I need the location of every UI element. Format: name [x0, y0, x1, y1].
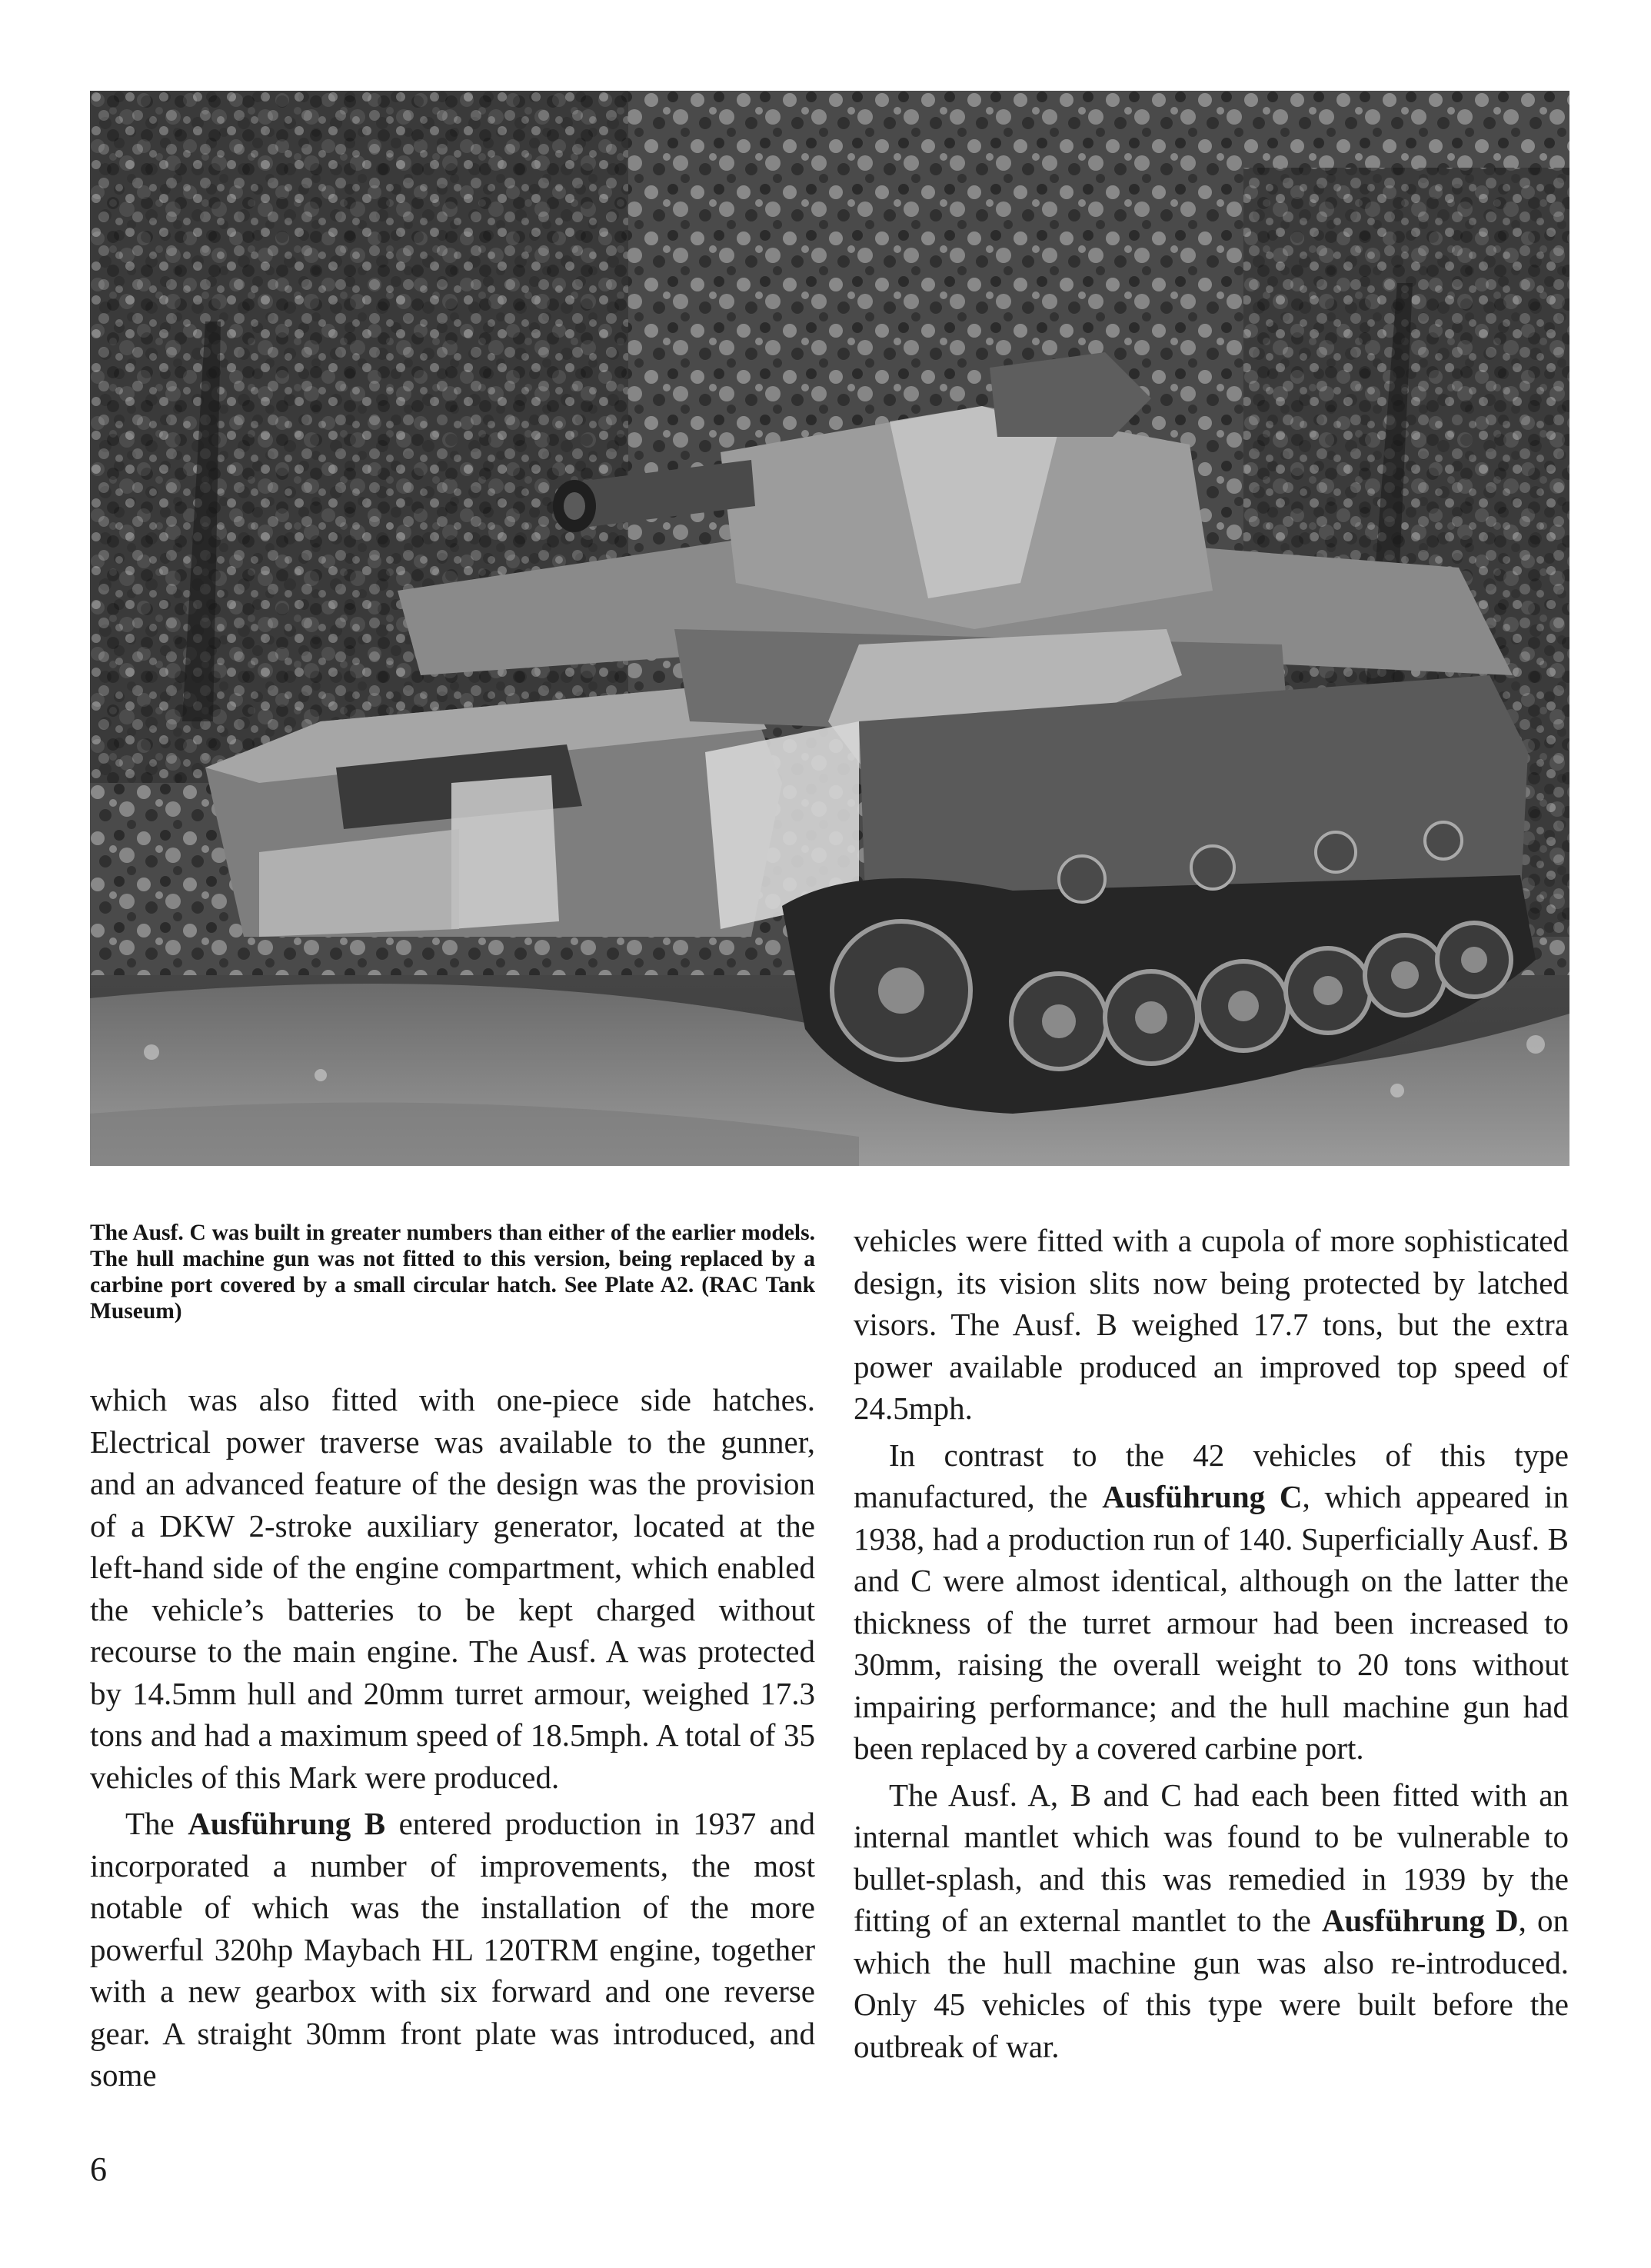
right-paragraph-2-lead: In contrast to the 42 vehicles of this type manufactured, the: [854, 1437, 1569, 1514]
right-paragraph-2-rest: , which appeared in 1938, had a production run of 140. Superficially Ausf. B and C were almost identical, although on the latter the thickness of the turret armour had been increased to 30mm, raising the overall weight to 20 tons without impairing performance; and the hull machine gun had been replaced by a covered carbine port.: [854, 1479, 1569, 1766]
right-paragraph-3: [854, 1774, 1569, 2068]
tank-photo-illustration: [90, 91, 1569, 1166]
tank-photograph: [90, 91, 1569, 1166]
left-paragraph-2-rest: entered production in 1937 and incorporated a number of improvements, the most notable of which was the installation of the more powerful 320hp Maybach HL 120TRM engine, together with a new gearbox with six forward and one reverse gear. A straight 30mm front plate was introduced, and some: [90, 1806, 815, 2093]
right-paragraph-1: vehicles were fitted with a cupola of more sophisticated design, its vision slits now being protected by latched visors. The Ausf. B weighed 17.7 tons, but the extra power available produced an improved top speed of 24.5mph.: [854, 1223, 1569, 1426]
ausfuhrung-c-heading: Ausführung C: [1102, 1479, 1303, 1514]
left-paragraph-2: [90, 1803, 815, 2096]
ausfuhrung-d-heading: Ausführung D: [1321, 1903, 1519, 1938]
left-column: [90, 1379, 815, 2096]
photo-caption: The Ausf. C was built in greater numbers than either of the earlier models. The hull machine gun was not fitted to this version, being replaced by a carbine port covered by a small circular hatch. See Plate A2. (RAC Tank Museum): [90, 1221, 815, 1324]
left-paragraph-2-lead: The: [125, 1806, 188, 1841]
right-paragraph-2: [854, 1434, 1569, 1770]
right-paragraph-3-lead: The Ausf. A, B and C had each been fitted with an internal mantlet which was found to be vulnerable to bullet-splash, and this was remedied in 1939 by the fitting of an external mantlet to the: [854, 1777, 1569, 1938]
left-paragraph-1: which was also fitted with one-piece side hatches. Electrical power traverse was available to the gunner, and an advanced feature of the design was the provision of a DKW 2-stroke auxiliary generator, located at the left-hand side of the engine compartment, which enabled the vehicle’s batteries to be kept charged without recourse to the main engine. The Ausf. A was protected by 14.5mm hull and 20mm turret armour, weighed 17.3 tons and had a maximum speed of 18.5mph. A total of 35 vehicles of this Mark were produced.: [90, 1382, 815, 1795]
right-paragraph-3-rest: , on which the hull machine gun was also re-introduced. Only 45 vehicles of this type were built before the outbreak of war.: [854, 1903, 1569, 2064]
right-column: [854, 1220, 1569, 2067]
ausfuhrung-b-heading: Ausführung B: [188, 1806, 386, 1841]
page-number: 6: [90, 2150, 107, 2188]
